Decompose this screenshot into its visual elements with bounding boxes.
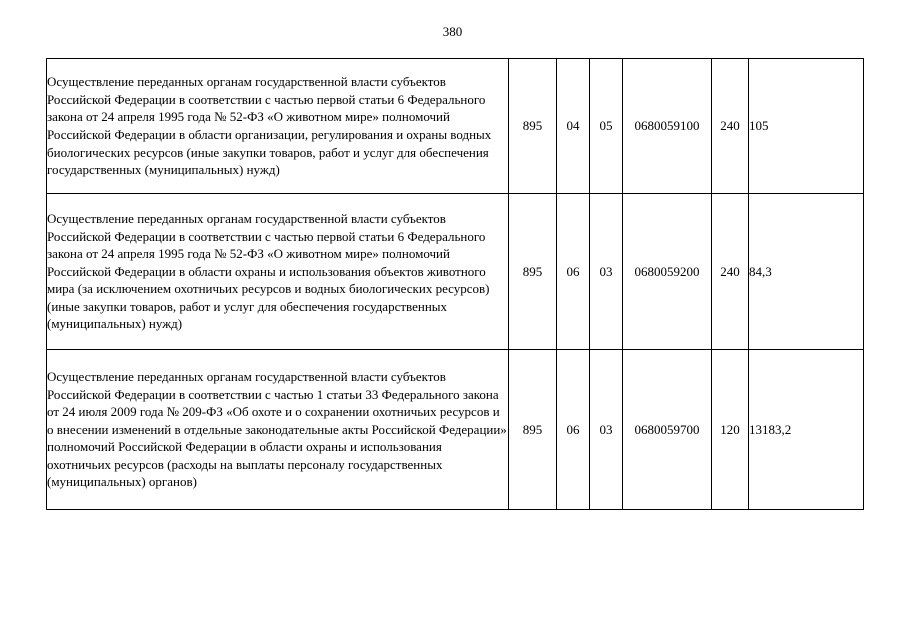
- table-row: [47, 59, 864, 194]
- section-code: 06: [557, 194, 590, 350]
- amount-value: 13183,2: [749, 350, 864, 510]
- expense-type-code: 240: [712, 194, 749, 350]
- row-description: Осуществление переданных органам государственной власти субъектов Российской Федерации в соответствии с частью первой статьи 6 Федерального закона от 24 апреля 1995 года № 52-ФЗ «О животном мире» полномочий Российской Федерации в области охраны и использования объектов животного мира (за исключением охотничьих ресурсов и водных биологических ресурсов) (иные закупки товаров, работ и услуг для обеспечения государственных (муниципальных) нужд): [47, 194, 509, 350]
- section-code: 04: [557, 59, 590, 194]
- ministry-code: 895: [509, 194, 557, 350]
- expense-type-code: 240: [712, 59, 749, 194]
- subsection-code: 03: [590, 350, 623, 510]
- subsection-code: 05: [590, 59, 623, 194]
- budget-table: [46, 58, 864, 510]
- page-number: 380: [442, 24, 463, 39]
- table-row: [47, 350, 864, 510]
- ministry-code: 895: [509, 59, 557, 194]
- target-article-code: 0680059200: [623, 194, 712, 350]
- ministry-code: 895: [509, 350, 557, 510]
- table-row: [47, 194, 864, 350]
- target-article-code: 0680059700: [623, 350, 712, 510]
- target-article-code: 0680059100: [623, 59, 712, 194]
- amount-value: 105: [749, 59, 864, 194]
- row-description: Осуществление переданных органам государственной власти субъектов Российской Федерации в соответствии с частью первой статьи 6 Федерального закона от 24 апреля 1995 года № 52-ФЗ «О животном мире» полномочий Российской Федерации в области организации, регулирования и охраны водных биологических ресурсов (иные закупки товаров, работ и услуг для обеспечения государственных (муниципальных) нужд): [47, 59, 509, 194]
- expense-type-code: 120: [712, 350, 749, 510]
- subsection-code: 03: [590, 194, 623, 350]
- row-description: Осуществление переданных органам государственной власти субъектов Российской Федерации в соответствии с частью 1 статьи 33 Федерального закона от 24 июля 2009 года № 209-ФЗ «Об охоте и о сохранении охотничьих ресурсов и о внесении изменений в отдельные законодательные акты Российской Федерации» полномочий Российской Федерации в области охраны и использования охотничьих ресурсов (расходы на выплаты персоналу государственных (муниципальных) органов): [47, 350, 509, 510]
- section-code: 06: [557, 350, 590, 510]
- amount-value: 84,3: [749, 194, 864, 350]
